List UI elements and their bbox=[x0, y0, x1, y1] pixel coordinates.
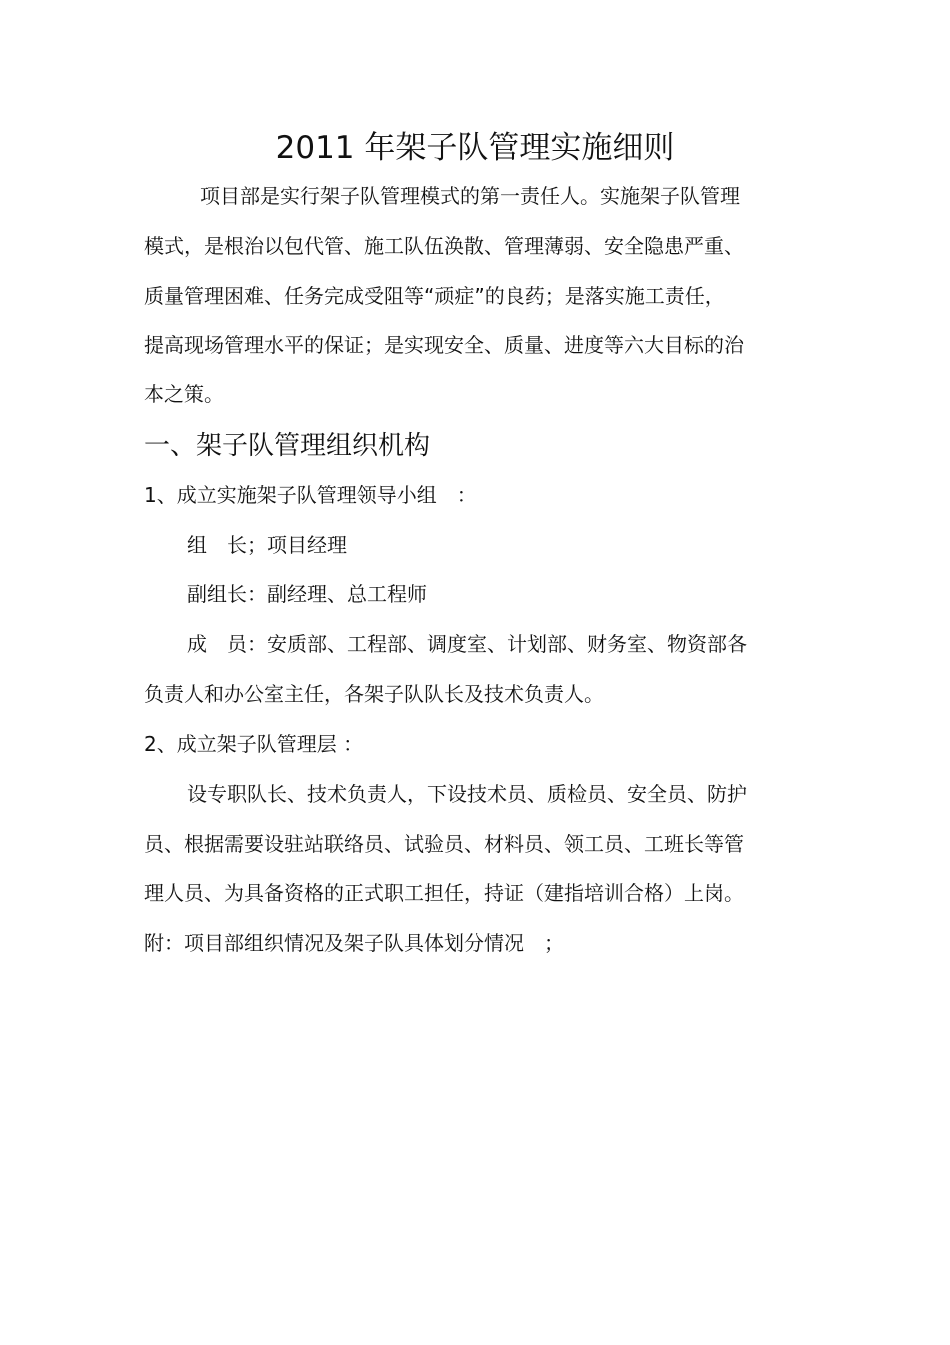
intro-line-3: 质量管理困难、任务完成受阻等“顽症”的良药；是落实施工责任， bbox=[144, 284, 725, 308]
members-line-1: 成 员：安质部、工程部、调度室、计划部、财务室、物资部各 bbox=[187, 632, 747, 656]
intro-line-4: 提高现场管理水平的保证；是实现安全、质量、进度等六大目标的治 bbox=[144, 333, 744, 357]
intro-line-2: 模式，是根治以包代管、施工队伍涣散、管理薄弱、安全隐患严重、 bbox=[144, 234, 744, 258]
item-1-label: 1、成立实施架子队管理领导小组 ： bbox=[144, 483, 477, 507]
item-2-label: 2、成立架子队管理层 ： bbox=[144, 732, 364, 756]
leader-line: 组 长；项目经理 bbox=[187, 533, 347, 557]
item-2-line-3: 理人员、为具备资格的正式职工担任，持证（建指培训合格）上岗。 bbox=[144, 881, 744, 905]
item-2-line-1: 设专职队长、技术负责人，下设技术员、质检员、安全员、防护 bbox=[187, 782, 747, 806]
document-title: 2011 年架子队管理实施细则 bbox=[275, 130, 675, 166]
deputy-line: 副组长：副经理、总工程师 bbox=[187, 582, 427, 606]
section-heading: 一、架子队管理组织机构 bbox=[144, 431, 431, 461]
appendix-note: 附：项目部组织情况及架子队具体划分情况 ； bbox=[144, 931, 564, 955]
intro-line-5: 本之策。 bbox=[144, 382, 224, 406]
item-2-line-2: 员、根据需要设驻站联络员、试验员、材料员、领工员、工班长等管 bbox=[144, 832, 744, 856]
members-line-2: 负责人和办公室主任，各架子队队长及技术负责人。 bbox=[144, 682, 604, 706]
intro-line-1: 项目部是实行架子队管理模式的第一责任人。实施架子队管理 bbox=[200, 184, 740, 208]
